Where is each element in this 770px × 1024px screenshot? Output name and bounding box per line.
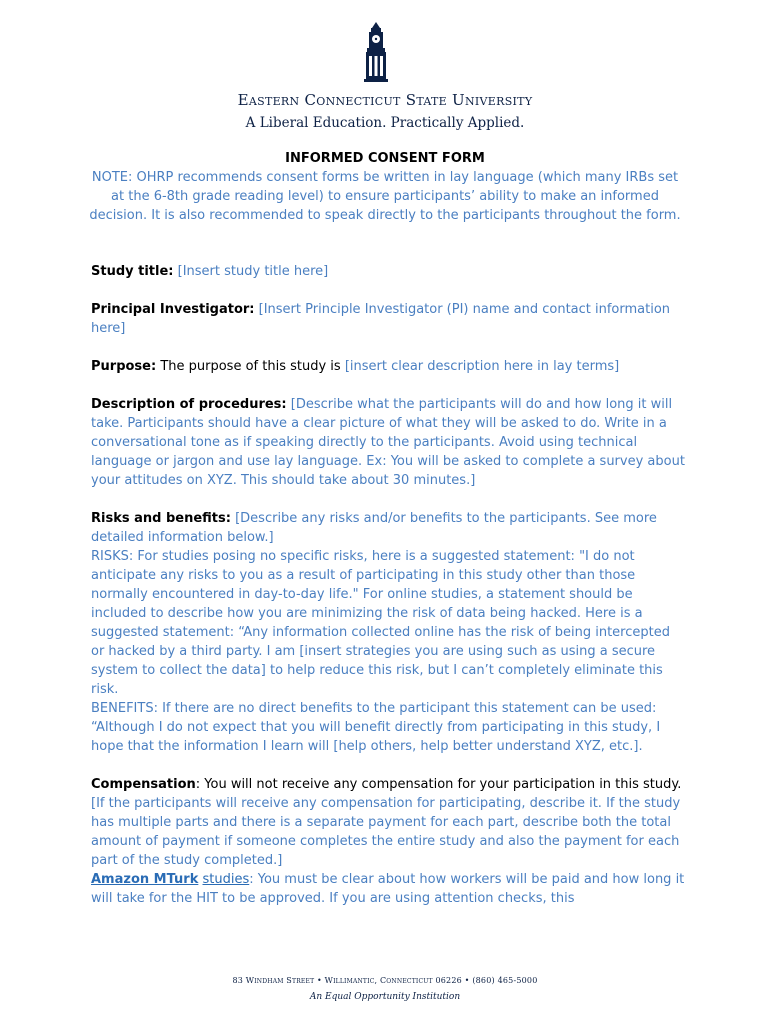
purpose-label: Purpose: bbox=[91, 359, 157, 374]
amazon-mturk-link[interactable]: Amazon MTurk bbox=[91, 872, 199, 887]
study-title-label: Study title: bbox=[91, 264, 174, 279]
study-title-value: [Insert study title here] bbox=[177, 264, 329, 279]
mturk-section bbox=[91, 870, 687, 908]
procedures-label: Description of procedures: bbox=[91, 397, 287, 412]
procedures-value: [Describe what the participants will do and how long it will take. Participants should have a clear picture of what they will be asked to do. Write in a conversational tone as if speaking directly to the participants. Avoid using technical language or jargon and use lay language. Ex: You will be asked to complete a survey about your attitudes on XYZ. This should take about 30 minutes.] bbox=[91, 397, 685, 488]
mturk-text: : You must be clear about how workers will be paid and how long it will take for the HIT to be approved. If you are using attention checks, this bbox=[91, 872, 685, 906]
ohrp-note: NOTE: OHRP recommends consent forms be written in lay language (which many IRBs set at the 6-8th grade reading level) to ensure participants’ ability to make an informed decision. It is also recommended to speak directly to the participants throughout the form. bbox=[89, 170, 681, 223]
procedures-section bbox=[91, 395, 687, 490]
pi-section bbox=[91, 300, 687, 338]
studies-link[interactable]: studies bbox=[202, 872, 250, 887]
compensation-section bbox=[91, 775, 687, 870]
purpose-value: [insert clear description here in lay terms] bbox=[344, 359, 620, 374]
purpose-text: The purpose of this study is bbox=[160, 359, 341, 374]
purpose-section bbox=[91, 357, 687, 376]
compensation-text: : You will not receive any compensation for your participation in this study. bbox=[195, 777, 682, 792]
university-name: Eastern Connecticut State University bbox=[237, 91, 533, 109]
risks-label: Risks and benefits: bbox=[91, 511, 231, 526]
pi-label: Principal Investigator: bbox=[91, 302, 255, 317]
compensation-label: Compensation bbox=[91, 777, 196, 792]
footer-address: 83 Windham Street • Willimantic, Connecticut 06226 • (860) 465-5000 bbox=[232, 976, 538, 985]
clock-tower-icon bbox=[360, 22, 392, 82]
risks-value: [Describe any risks and/or benefits to the participants. See more detailed information below.] bbox=[91, 511, 657, 545]
form-content bbox=[91, 262, 687, 908]
study-title-section bbox=[91, 262, 687, 281]
footer-equal-opportunity: An Equal Opportunity Institution bbox=[309, 992, 461, 1002]
pi-value: [Insert Principle Investigator (PI) name and contact information here] bbox=[91, 302, 671, 336]
benefits-text: BENEFITS: If there are no direct benefits to the participant this statement can be used: “Although I do not expect that you will benefit directly from participating in this study, I hope that the information I learn will [help others, help better understand XYZ, etc.]. bbox=[91, 701, 661, 754]
university-tagline: A Liberal Education. Practically Applied. bbox=[245, 115, 525, 131]
form-title: INFORMED CONSENT FORM bbox=[285, 151, 485, 166]
risks-text: RISKS: For studies posing no specific risks, here is a suggested statement: "I do not anticipate any risks to you as a result of participating in this study other than those normally encountered in day-to-day life." For online studies, a statement should be included to describe how you are minimizing the risk of data being hacked. Here is a suggested statement: “Any information collected online has the risk of being intercepted or hacked by a third party. I am [insert strategies you are using such as using a secure system to collect the data] to help reduce this risk, but I can’t completely eliminate this risk. bbox=[91, 549, 670, 697]
risks-section bbox=[91, 509, 687, 547]
compensation-value: [If the participants will receive any compensation for participating, describe it. If the study has multiple parts and there is a separate payment for each part, describe both the total amount of payment if someone completes the entire study and also the payment for each part of the study completed.] bbox=[91, 796, 681, 868]
